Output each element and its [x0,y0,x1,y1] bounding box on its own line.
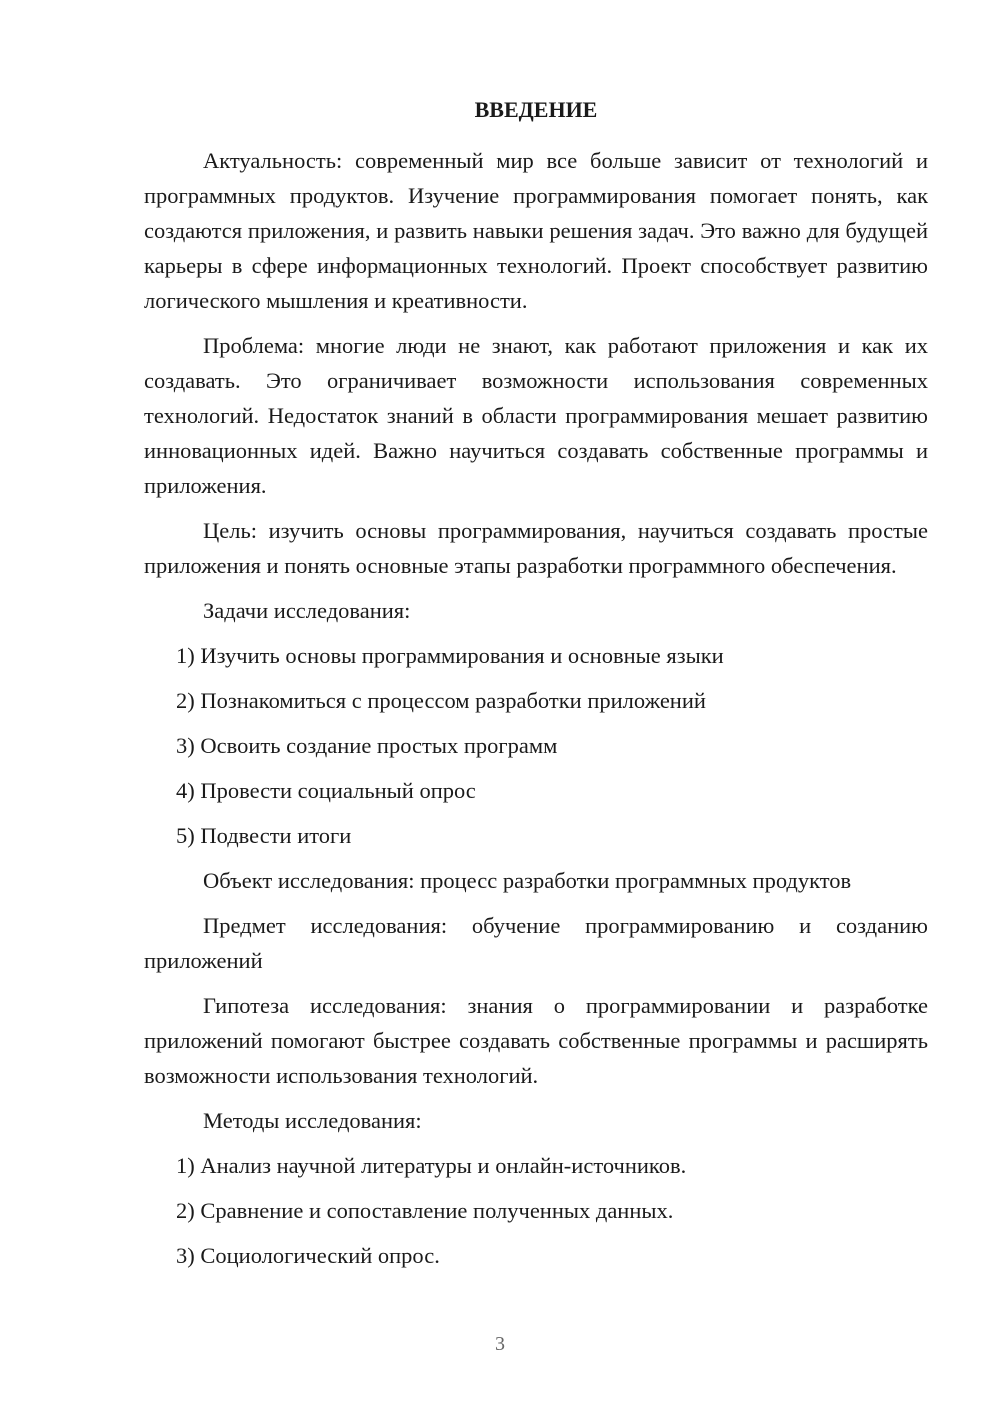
methods-label: Методы исследования: [203,1108,422,1133]
goal-paragraph: Цель: изучить основы программирования, научиться создавать простые приложения и понять основные этапы разработки программного обеспечения. [144,518,928,578]
task-item: 5) Подвести итоги [176,823,352,848]
method-item: 1) Анализ научной литературы и онлайн-источников. [176,1153,687,1178]
tasks-label: Задачи исследования: [203,598,411,623]
task-item: 1) Изучить основы программирования и основные языки [176,643,724,668]
relevance-paragraph: Актуальность: современный мир все больше зависит от технологий и программных продуктов. Изучение программирования помогает понять, как создаются приложения, и развить навыки решения задач. Это важно для будущей карьеры в сфере информационных технологий. Проект способствует развитию логического мышления и креативности. [144,148,928,313]
task-item: 4) Провести социальный опрос [176,778,476,803]
page-title: ВВЕДЕНИЕ [474,97,598,122]
page-number: 3 [495,1333,505,1355]
method-item: 3) Социологический опрос. [176,1243,440,1268]
subject-paragraph: Предмет исследования: обучение программированию и созданию приложений [144,913,928,973]
problem-paragraph: Проблема: многие люди не знают, как работают приложения и как их создавать. Это ограничивает возможности использования современных технологий. Недостаток знаний в области программирования мешает развитию инновационных идей. Важно научиться создавать собственные программы и приложения. [144,333,928,498]
task-item: 3) Освоить создание простых программ [176,733,558,758]
hypothesis-paragraph: Гипотеза исследования: знания о программировании и разработке приложений помогают быстрее создавать собственные программы и расширять возможности использования технологий. [144,993,928,1088]
page-content [144,95,928,1283]
object-paragraph: Объект исследования: процесс разработки программных продуктов [203,868,852,893]
method-item: 2) Сравнение и сопоставление полученных данных. [176,1198,674,1223]
task-item: 2) Познакомиться с процессом разработки приложений [176,688,706,713]
